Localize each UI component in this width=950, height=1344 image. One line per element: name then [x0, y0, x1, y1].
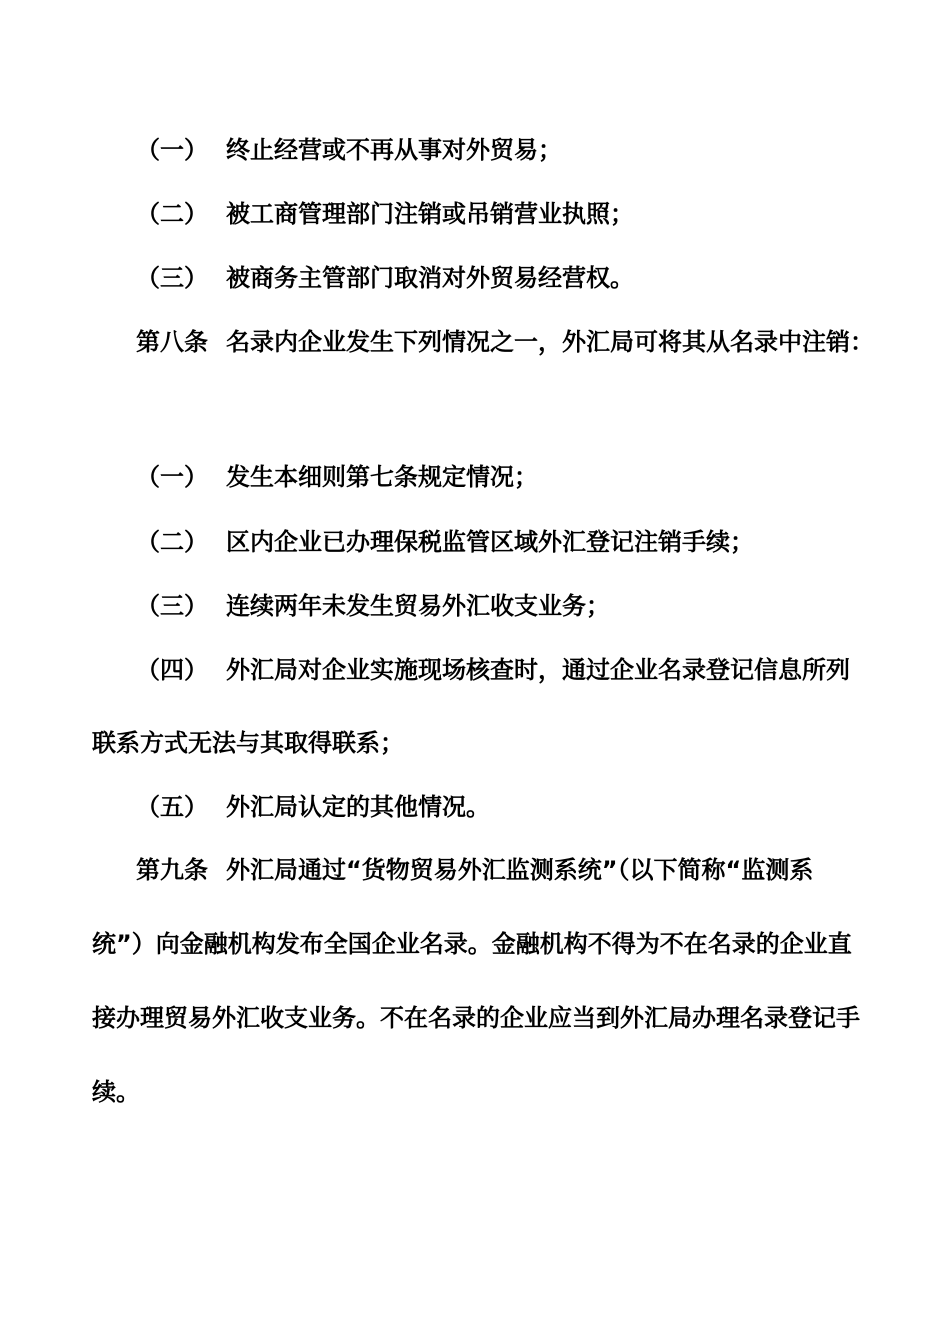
item-marker: （二）	[136, 528, 208, 556]
item-text: 连续两年未发生贸易外汇收支业务；	[226, 592, 610, 620]
list-item	[0, 461, 950, 493]
list-item	[0, 134, 950, 166]
item-marker: （三）	[136, 592, 208, 620]
continuation-text: 接办理贸易外汇收支业务。不在名录的企业应当到外汇局办理名录登记手	[92, 1004, 860, 1032]
continuation-line	[0, 1076, 950, 1108]
item-text: 发生本细则第七条规定情况；	[226, 463, 538, 491]
article-number: 第八条	[136, 328, 208, 356]
item-text: 外汇局对企业实施现场核查时，通过企业名录登记信息所列	[226, 656, 850, 684]
continuation-text: 续。	[92, 1078, 140, 1106]
continuation-line	[0, 727, 950, 759]
item-text: 终止经营或不再从事对外贸易；	[226, 136, 562, 164]
article-number: 第九条	[136, 856, 208, 884]
continuation-text: 统”）向金融机构发布全国企业名录。金融机构不得为不在名录的企业直	[92, 930, 852, 958]
continuation-text: 联系方式无法与其取得联系；	[92, 729, 404, 757]
item-marker: （四）	[136, 656, 208, 684]
list-item	[0, 262, 950, 294]
item-marker: （五）	[136, 793, 208, 821]
list-item	[0, 198, 950, 230]
article-paragraph	[0, 854, 950, 886]
item-text: 被工商管理部门注销或吊销营业执照；	[226, 200, 634, 228]
list-item	[0, 526, 950, 558]
list-item	[0, 590, 950, 622]
item-text: 外汇局认定的其他情况。	[226, 793, 490, 821]
item-marker: （三）	[136, 264, 208, 292]
item-marker: （一）	[136, 136, 208, 164]
article-paragraph	[0, 326, 950, 358]
continuation-line	[0, 1002, 950, 1034]
article-text: 名录内企业发生下列情况之一，外汇局可将其从名录中注销：	[226, 328, 874, 356]
item-text: 区内企业已办理保税监管区域外汇登记注销手续；	[226, 528, 754, 556]
list-item	[0, 654, 950, 686]
list-item	[0, 791, 950, 823]
item-text: 被商务主管部门取消对外贸易经营权。	[226, 264, 634, 292]
continuation-line	[0, 928, 950, 960]
item-marker: （二）	[136, 200, 208, 228]
article-text: 外汇局通过“货物贸易外汇监测系统”（以下简称“监测系	[226, 856, 814, 884]
item-marker: （一）	[136, 463, 208, 491]
